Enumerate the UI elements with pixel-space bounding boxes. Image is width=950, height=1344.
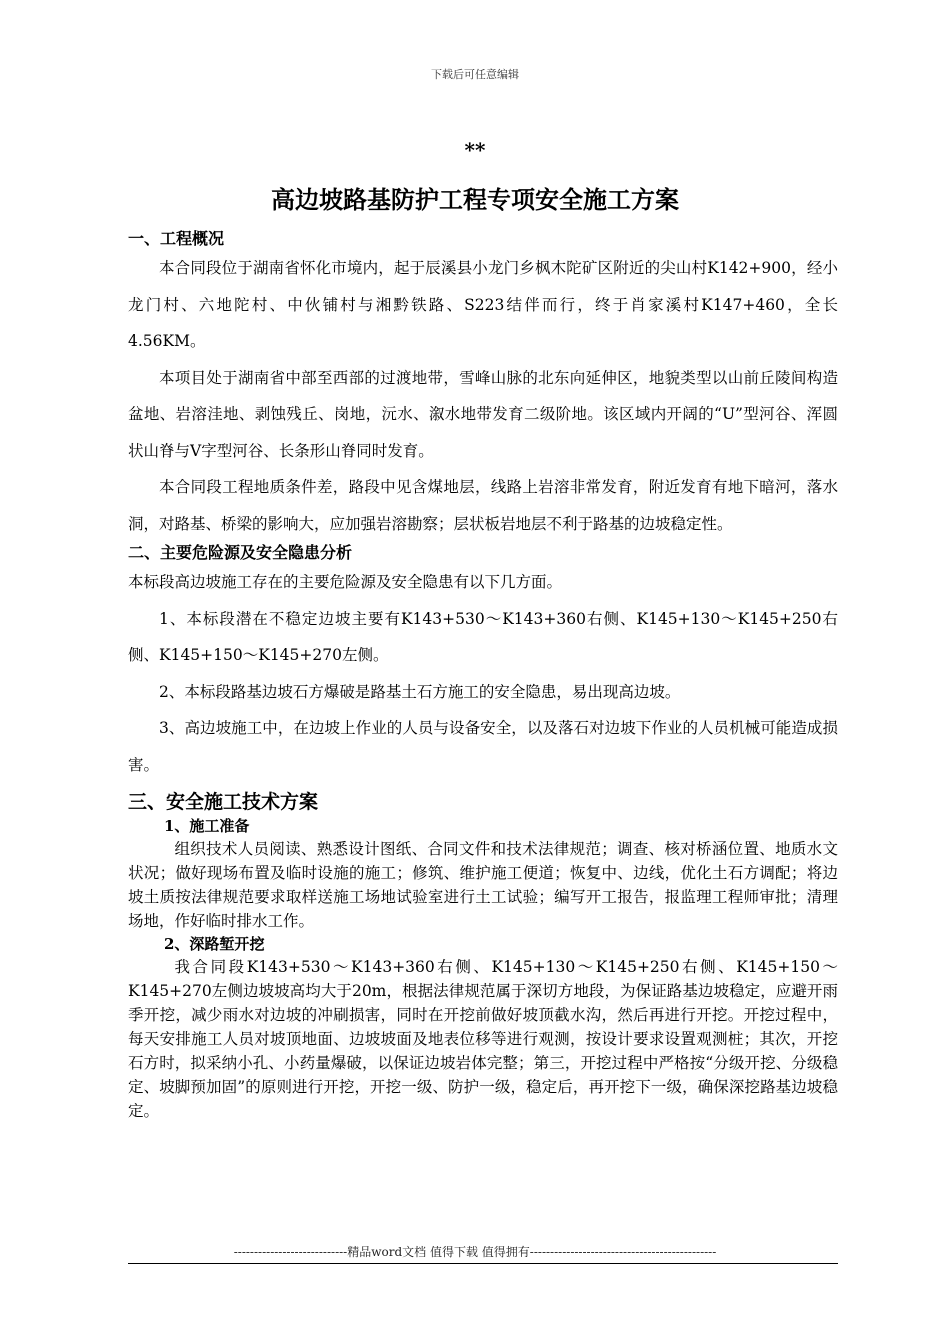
document-body [128, 228, 838, 1123]
document-title: 高边坡路基防护工程专项安全施工方案 [271, 185, 679, 214]
section-3-sub-2-paragraph: 我合同段K143+530～K143+360右侧、K145+130～K145+250右侧、K145+150～K145+270左侧边坡坡高均大于20m，根据法律规范属于深切方地段，为保证路基边坡稳定，应避开雨季开挖，减少雨水对边坡的冲刷损害，同时在开挖前做好坡顶截水沟，然后再进行开挖。开挖过程中，每天安排施工人员对坡顶地面、边坡坡面及地表位移等进行观测，按设计要求设置观测桩；其次，开挖石方时，拟采纳小孔、小药量爆破，以保证边坡岩体完整；第三，开挖过程中严格按“分级开挖、分级稳定、坡脚预加固”的原则进行开挖，开挖一级、防护一级，稳定后，再开挖下一级，确保深挖路基边坡稳定。 [128, 958, 838, 1120]
section-1-paragraph-2: 本项目处于湖南省中部至西部的过渡地带，雪峰山脉的北东向延伸区，地貌类型以山前丘陵间构造盆地、岩溶洼地、剥蚀残丘、岗地，沅水、溆水地带发育二级阶地。该区域内开阔的“U”型河谷、浑圆状山脊与V字型河谷、长条形山脊同时发育。 [128, 368, 838, 460]
section-2-item-2: 2、本标段路基边坡石方爆破是路基土石方施工的安全隐患，易出现高边坡。 [159, 682, 681, 701]
section-1-paragraph-3: 本合同段工程地质条件差，路段中见含煤地层，线路上岩溶非常发育，附近发育有地下暗河，落水洞，对路基、桥梁的影响大，应加强岩溶勘察；层状板岩地层不利于路基的边坡稳定性。 [128, 478, 838, 533]
title-stars: ** [464, 138, 486, 162]
section-2-heading: 二、主要危险源及安全隐患分析 [128, 543, 353, 562]
footer-rule [128, 1263, 838, 1264]
section-1-paragraph-1: 本合同段位于湖南省怀化市境内，起于辰溪县小龙门乡枫木陀矿区附近的尖山村K142+900，经小龙门村、六地陀村、中伙铺村与湘黔铁路、S223结伴而行，终于肖家溪村K147+460，全长4.56KM。 [128, 259, 838, 350]
section-3-sub-2-heading: 2、深路堑开挖 [164, 935, 265, 953]
section-2-item-3: 3、高边坡施工中，在边坡上作业的人员与设备安全，以及落石对边坡下作业的人员机械可能造成损害。 [128, 719, 838, 774]
section-3-heading: 三、安全施工技术方案 [128, 791, 319, 813]
section-2-intro: 本标段高边坡施工存在的主要危险源及安全隐患有以下几方面。 [128, 573, 563, 591]
section-3-sub-1-paragraph: 组织技术人员阅读、熟悉设计图纸、合同文件和技术法律规范；调查、核对桥涵位置、地质水文状况；做好现场布置及临时设施的施工；修筑、维护施工便道；恢复中、边线，优化土石方调配；将边坡土质按法律规范要求取样送施工场地试验室进行土工试验；编写开工报告，报监理工程师审批；清理场地，作好临时排水工作。 [128, 840, 838, 930]
section-2-item-1: 1、本标段潜在不稳定边坡主要有K143+530～K143+360右侧、K145+130～K145+250右侧、K145+150～K145+270左侧。 [128, 609, 838, 664]
page-header-note: 下载后可任意编辑 [431, 68, 519, 81]
footer-text: ----------------------------精品word文档 值得下载 值得拥有---------------------------------------------- [233, 1245, 717, 1259]
section-1-heading: 一、工程概况 [128, 229, 225, 248]
section-3-sub-1-heading: 1、施工准备 [164, 817, 250, 835]
